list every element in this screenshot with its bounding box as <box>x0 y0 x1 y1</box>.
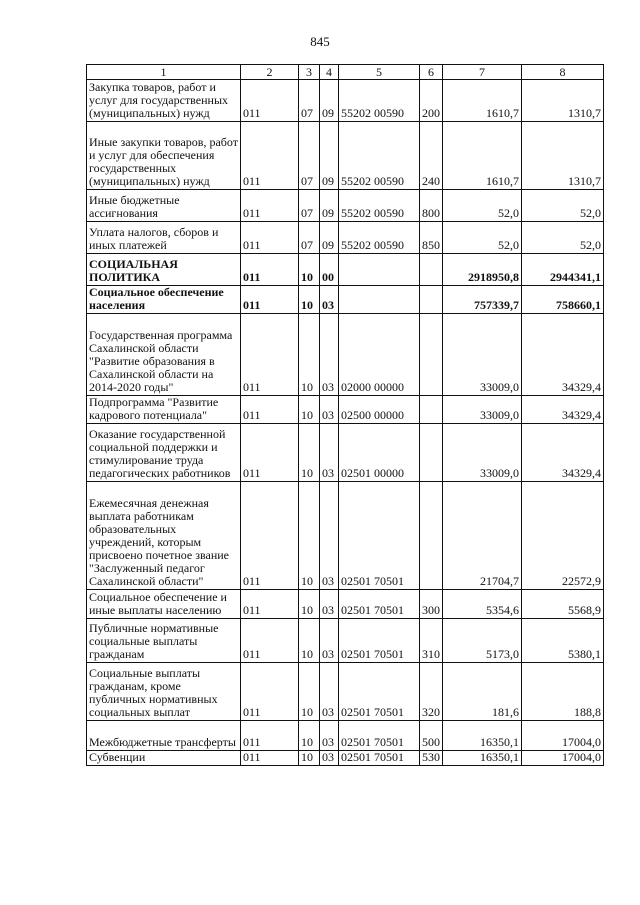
subsection-code-cell: 03 <box>320 396 339 424</box>
expense-type-cell: 300 <box>420 590 443 619</box>
subsection-code-cell: 09 <box>320 190 339 222</box>
subsection-code-cell: 03 <box>320 619 339 663</box>
expense-type-cell: 500 <box>420 721 443 751</box>
target-article-cell: 02501 70501 <box>339 663 420 721</box>
header-cell: 3 <box>299 65 320 80</box>
section-code-cell: 10 <box>299 396 320 424</box>
target-article-cell: 02501 70501 <box>339 590 420 619</box>
amount-year2-cell: 5568,9 <box>522 590 604 619</box>
amount-year2-cell: 5380,1 <box>522 619 604 663</box>
section-code-cell: 10 <box>299 314 320 396</box>
expense-type-cell <box>420 482 443 590</box>
admin-code-cell: 011 <box>241 314 299 396</box>
amount-year2-cell: 22572,9 <box>522 482 604 590</box>
subsection-code-cell: 03 <box>320 286 339 314</box>
amount-year1-cell: 5354,6 <box>443 590 522 619</box>
budget-table <box>86 64 604 766</box>
table-row <box>87 314 604 396</box>
subsection-code-cell: 03 <box>320 721 339 751</box>
section-code-cell: 10 <box>299 619 320 663</box>
section-code-cell: 10 <box>299 663 320 721</box>
row-name-cell: Государственная программа Сахалинской области "Развитие образования в Сахалинской области на 2014-2020 годы" <box>87 314 241 396</box>
amount-year2-cell: 17004,0 <box>522 721 604 751</box>
amount-year2-cell: 34329,4 <box>522 424 604 482</box>
admin-code-cell: 011 <box>241 590 299 619</box>
table-row <box>87 122 604 190</box>
header-cell: 7 <box>443 65 522 80</box>
amount-year2-cell: 52,0 <box>522 190 604 222</box>
row-name-cell: Иные закупки товаров, работ и услуг для обеспечения государственных (муниципальных) нужд <box>87 122 241 190</box>
expense-type-cell <box>420 424 443 482</box>
section-code-cell: 07 <box>299 122 320 190</box>
row-name-cell: Социальное обеспечение населения <box>87 286 241 314</box>
subsection-code-cell: 03 <box>320 590 339 619</box>
header-cell: 8 <box>522 65 604 80</box>
header-cell: 4 <box>320 65 339 80</box>
expense-type-cell: 310 <box>420 619 443 663</box>
section-code-cell: 10 <box>299 590 320 619</box>
table-row <box>87 619 604 663</box>
row-name-cell: Подпрограмма "Развитие кадрового потенциала" <box>87 396 241 424</box>
budget-table-body <box>87 65 604 766</box>
target-article-cell: 02000 00000 <box>339 314 420 396</box>
amount-year2-cell: 1310,7 <box>522 122 604 190</box>
target-article-cell: 02501 70501 <box>339 751 420 766</box>
row-name-cell: Иные бюджетные ассигнования <box>87 190 241 222</box>
section-code-cell: 10 <box>299 721 320 751</box>
admin-code-cell: 011 <box>241 286 299 314</box>
section-code-cell: 07 <box>299 222 320 254</box>
expense-type-cell: 320 <box>420 663 443 721</box>
expense-type-cell: 200 <box>420 80 443 122</box>
admin-code-cell: 011 <box>241 424 299 482</box>
amount-year1-cell: 181,6 <box>443 663 522 721</box>
subsection-code-cell: 03 <box>320 424 339 482</box>
table-row <box>87 482 604 590</box>
subsection-code-cell: 09 <box>320 122 339 190</box>
section-code-cell: 10 <box>299 254 320 286</box>
amount-year2-cell: 34329,4 <box>522 396 604 424</box>
target-article-cell: 55202 00590 <box>339 222 420 254</box>
row-name-cell: Межбюджетные трансферты <box>87 721 241 751</box>
admin-code-cell: 011 <box>241 122 299 190</box>
expense-type-cell <box>420 286 443 314</box>
section-code-cell: 07 <box>299 190 320 222</box>
amount-year1-cell: 1610,7 <box>443 80 522 122</box>
expense-type-cell <box>420 314 443 396</box>
admin-code-cell: 011 <box>241 721 299 751</box>
row-name-cell: Оказание государственной социальной поддержки и стимулирование труда педагогических работников <box>87 424 241 482</box>
admin-code-cell: 011 <box>241 619 299 663</box>
row-name-cell: Субвенции <box>87 751 241 766</box>
amount-year2-cell: 758660,1 <box>522 286 604 314</box>
section-code-cell: 10 <box>299 286 320 314</box>
amount-year2-cell: 52,0 <box>522 222 604 254</box>
expense-type-cell: 850 <box>420 222 443 254</box>
expense-type-cell <box>420 254 443 286</box>
target-article-cell: 02501 00000 <box>339 424 420 482</box>
amount-year1-cell: 52,0 <box>443 190 522 222</box>
subsection-code-cell: 03 <box>320 314 339 396</box>
admin-code-cell: 011 <box>241 663 299 721</box>
target-article-cell: 55202 00590 <box>339 122 420 190</box>
row-name-cell: СОЦИАЛЬНАЯ ПОЛИТИКА <box>87 254 241 286</box>
header-cell: 6 <box>420 65 443 80</box>
row-name-cell: Социальные выплаты гражданам, кроме публичных нормативных социальных выплат <box>87 663 241 721</box>
amount-year2-cell: 188,8 <box>522 663 604 721</box>
target-article-cell: 02501 70501 <box>339 721 420 751</box>
subsection-code-cell: 03 <box>320 751 339 766</box>
table-row <box>87 721 604 751</box>
amount-year2-cell: 2944341,1 <box>522 254 604 286</box>
amount-year2-cell: 1310,7 <box>522 80 604 122</box>
expense-type-cell: 800 <box>420 190 443 222</box>
amount-year1-cell: 52,0 <box>443 222 522 254</box>
admin-code-cell: 011 <box>241 190 299 222</box>
amount-year1-cell: 33009,0 <box>443 424 522 482</box>
target-article-cell: 02501 70501 <box>339 482 420 590</box>
amount-year2-cell: 34329,4 <box>522 314 604 396</box>
header-cell: 5 <box>339 65 420 80</box>
target-article-cell <box>339 286 420 314</box>
admin-code-cell: 011 <box>241 222 299 254</box>
section-code-cell: 07 <box>299 80 320 122</box>
row-name-cell: Уплата налогов, сборов и иных платежей <box>87 222 241 254</box>
header-row <box>87 65 604 80</box>
table-row <box>87 254 604 286</box>
admin-code-cell: 011 <box>241 482 299 590</box>
target-article-cell: 55202 00590 <box>339 80 420 122</box>
table-row <box>87 396 604 424</box>
admin-code-cell: 011 <box>241 751 299 766</box>
subsection-code-cell: 03 <box>320 663 339 721</box>
target-article-cell: 02501 70501 <box>339 619 420 663</box>
section-code-cell: 10 <box>299 424 320 482</box>
header-cell: 2 <box>241 65 299 80</box>
target-article-cell <box>339 254 420 286</box>
section-code-cell: 10 <box>299 751 320 766</box>
header-cell: 1 <box>87 65 241 80</box>
amount-year1-cell: 1610,7 <box>443 122 522 190</box>
subsection-code-cell: 09 <box>320 222 339 254</box>
amount-year1-cell: 33009,0 <box>443 396 522 424</box>
table-row <box>87 663 604 721</box>
target-article-cell: 55202 00590 <box>339 190 420 222</box>
table-row <box>87 286 604 314</box>
amount-year1-cell: 33009,0 <box>443 314 522 396</box>
expense-type-cell: 530 <box>420 751 443 766</box>
table-row <box>87 80 604 122</box>
target-article-cell: 02500 00000 <box>339 396 420 424</box>
expense-type-cell: 240 <box>420 122 443 190</box>
table-row <box>87 222 604 254</box>
row-name-cell: Социальное обеспечение и иные выплаты населению <box>87 590 241 619</box>
amount-year1-cell: 757339,7 <box>443 286 522 314</box>
admin-code-cell: 011 <box>241 396 299 424</box>
section-code-cell: 10 <box>299 482 320 590</box>
amount-year1-cell: 5173,0 <box>443 619 522 663</box>
admin-code-cell: 011 <box>241 80 299 122</box>
amount-year1-cell: 16350,1 <box>443 721 522 751</box>
row-name-cell: Ежемесячная денежная выплата работникам образовательных учреждений, которым присвоено почетное звание "Заслуженный педагог Сахалинской области" <box>87 482 241 590</box>
amount-year1-cell: 16350,1 <box>443 751 522 766</box>
row-name-cell: Публичные нормативные социальные выплаты гражданам <box>87 619 241 663</box>
amount-year1-cell: 21704,7 <box>443 482 522 590</box>
row-name-cell: Закупка товаров, работ и услуг для государственных (муниципальных) нужд <box>87 80 241 122</box>
expense-type-cell <box>420 396 443 424</box>
amount-year2-cell: 17004,0 <box>522 751 604 766</box>
amount-year1-cell: 2918950,8 <box>443 254 522 286</box>
admin-code-cell: 011 <box>241 254 299 286</box>
table-row <box>87 751 604 766</box>
table-row <box>87 424 604 482</box>
page-number: 845 <box>310 34 330 49</box>
table-row <box>87 190 604 222</box>
table-row <box>87 590 604 619</box>
subsection-code-cell: 00 <box>320 254 339 286</box>
subsection-code-cell: 03 <box>320 482 339 590</box>
subsection-code-cell: 09 <box>320 80 339 122</box>
